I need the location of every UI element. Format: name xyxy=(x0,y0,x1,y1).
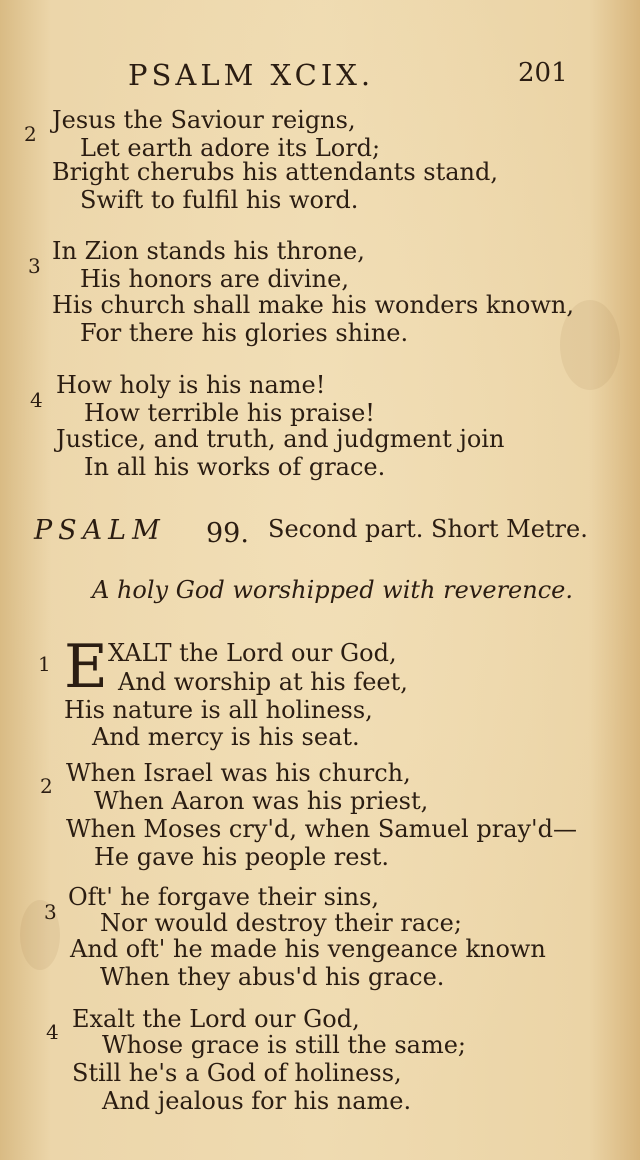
stanza-number: 3 xyxy=(28,254,41,278)
verse-line: His honors are divine, xyxy=(80,265,349,293)
psalm-argument: A holy God worshipped with reverence. xyxy=(92,576,573,604)
verse-line: Exalt the Lord our God, xyxy=(72,1005,360,1033)
verse-line: How holy is his name! xyxy=(56,371,326,399)
verse-line: In Zion stands his throne, xyxy=(52,237,365,265)
verse-line: And oft' he made his vengeance known xyxy=(70,935,546,963)
verse-line: When Israel was his church, xyxy=(66,759,411,787)
stanza-number: 4 xyxy=(46,1020,59,1044)
section-heading-subtitle: Second part. Short Metre. xyxy=(268,515,588,543)
verse-line: In all his works of grace. xyxy=(84,453,386,481)
verse-line: And worship at his feet, xyxy=(118,668,408,696)
verse-line: When Aaron was his priest, xyxy=(94,787,429,815)
running-head: PSALM XCIX. xyxy=(128,58,375,92)
verse-line: For there his glories shine. xyxy=(80,319,409,347)
verse-line: Let earth adore its Lord; xyxy=(80,134,381,162)
verse-line: Nor would destroy their race; xyxy=(100,909,462,937)
verse-line: Jesus the Saviour reigns, xyxy=(52,106,356,134)
verse-line: Swift to fulfil his word. xyxy=(80,186,359,214)
stanza-number: 1 xyxy=(38,652,51,676)
verse-line: When they abus'd his grace. xyxy=(100,963,445,991)
verse-line: Bright cherubs his attendants stand, xyxy=(52,158,498,186)
section-heading-psalm: PSALM xyxy=(34,515,166,546)
verse-line: How terrible his praise! xyxy=(84,399,375,427)
verse-line: Still he's a God of holiness, xyxy=(72,1059,402,1087)
stanza-number: 3 xyxy=(44,900,57,924)
stanza-number: 2 xyxy=(40,774,53,798)
verse-line: His church shall make his wonders known, xyxy=(52,291,574,319)
stanza-number: 2 xyxy=(24,122,37,146)
verse-line: And mercy is his seat. xyxy=(92,723,360,751)
verse-line: And jealous for his name. xyxy=(102,1087,412,1115)
verse-line: Justice, and truth, and judgment join xyxy=(56,425,505,453)
verse-line: XALT the Lord our God, xyxy=(108,639,397,667)
stanza-number: 4 xyxy=(30,388,43,412)
verse-line: Whose grace is still the same; xyxy=(102,1031,466,1059)
section-heading-number: 99. xyxy=(206,518,249,549)
drop-cap: E xyxy=(64,632,108,702)
page-number: 201 xyxy=(518,58,568,88)
verse-line: His nature is all holiness, xyxy=(64,696,373,724)
verse-line: He gave his people rest. xyxy=(94,843,390,871)
verse-line: Oft' he forgave their sins, xyxy=(68,883,380,911)
verse-line: When Moses cry'd, when Samuel pray'd— xyxy=(66,815,578,843)
